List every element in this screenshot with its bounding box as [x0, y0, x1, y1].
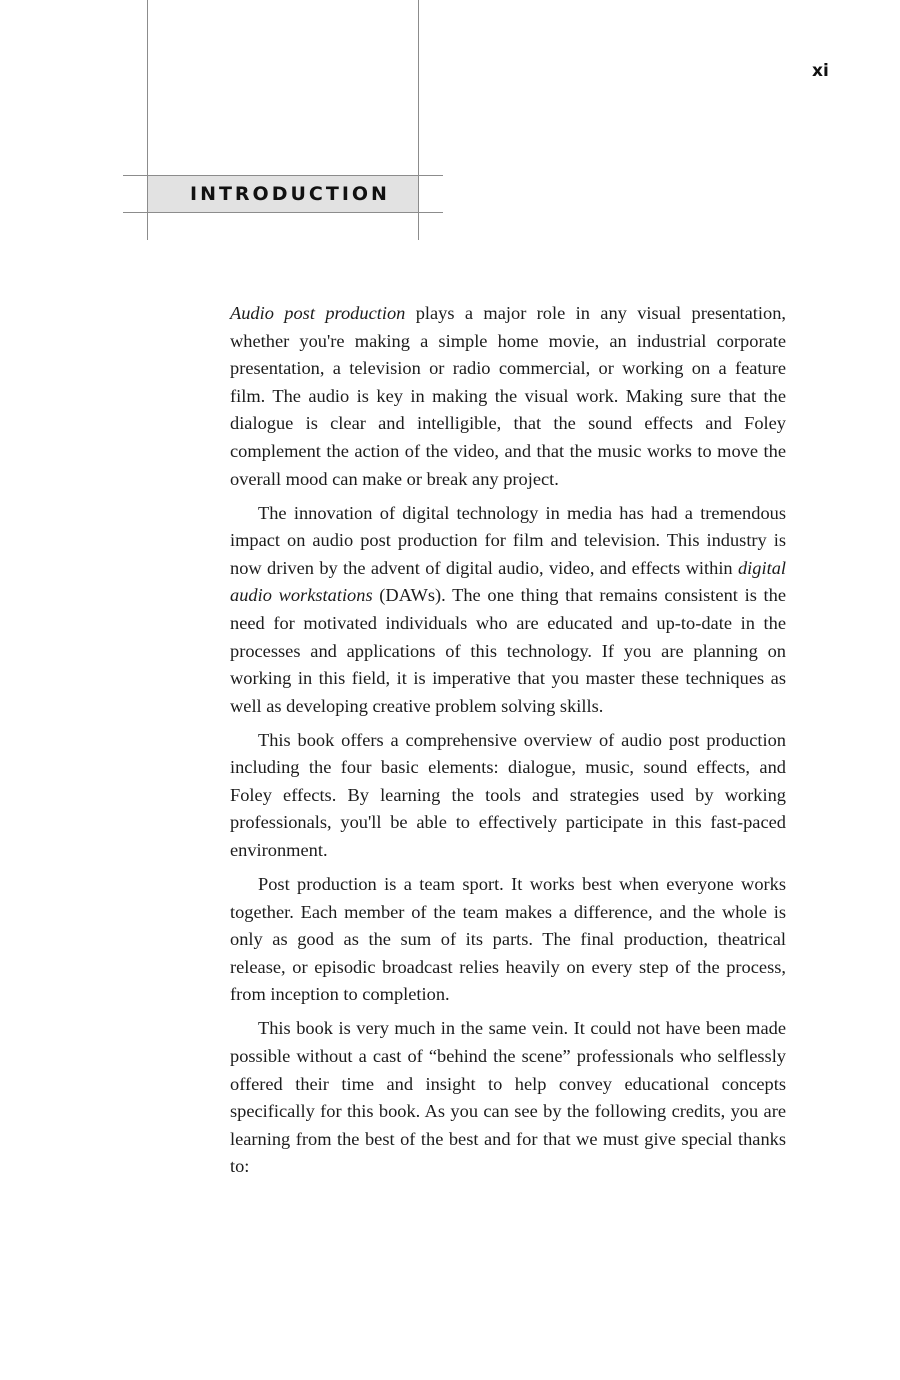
paragraph-1-text: plays a major role in any visual presentation, whether you're making a simple home movie, an industrial corporate presentation, a television or radio commercial, or working on a feature film. The audio is key in making the visual work. Making sure that the dialogue is clear and intelligible, that the sound effects and Foley complement the action of the video, and that the music works to move the overall mood can make or break any project. [230, 303, 786, 489]
frame-vertical-line-right [418, 0, 419, 240]
paragraph-5 [230, 1015, 786, 1181]
page-number: xi [812, 61, 829, 81]
frame-horizontal-line-bottom [123, 212, 443, 213]
paragraph-1-italic-lead: Audio post production [230, 303, 406, 323]
paragraph-2 [230, 500, 786, 721]
paragraph-4-text: Post production is a team sport. It works best when everyone works together. Each member of the team makes a difference, and the whole is only as good as the sum of its parts. The final production, theatrical release, or episodic broadcast relies heavily on every step of the process, from inception to completion. [230, 874, 786, 1005]
paragraph-3 [230, 727, 786, 865]
paragraph-3-text: This book offers a comprehensive overview of audio post production including the four basic elements: dialogue, music, sound effects, and Foley effects. By learning the tools and strategies used by working professionals, you'll be able to effectively participate in this fast-paced environment. [230, 729, 786, 861]
paragraph-2-italic-term: digital audio workstations [230, 557, 786, 606]
paragraph-5-text: This book is very much in the same vein. It could not have been made possible without a cast of “behind the scene” professionals who selflessly offered their time and insight to help convey educational concepts specifically for this book. As you can see by the following credits, you are learning from the best of the best and for that we must give special thanks to: [230, 1018, 786, 1177]
chapter-heading: INTRODUCTION [190, 183, 390, 205]
body-text [230, 300, 786, 1187]
paragraph-4 [230, 871, 786, 1009]
paragraph-2-text-before: The innovation of digital technology in media has had a tremendous impact on audio post production for film and television. This industry is now driven by the advent of digital audio, video, and effects within [230, 502, 786, 578]
paragraph-1 [230, 300, 786, 493]
paragraph-2-text-after: (DAWs). The one thing that remains consistent is the need for motivated individuals who are educated and up-to-date in the processes and applications of this technology. If you are planning on working in this field, it is imperative that you master these techniques as well as developing creative problem solving skills. [230, 585, 787, 716]
